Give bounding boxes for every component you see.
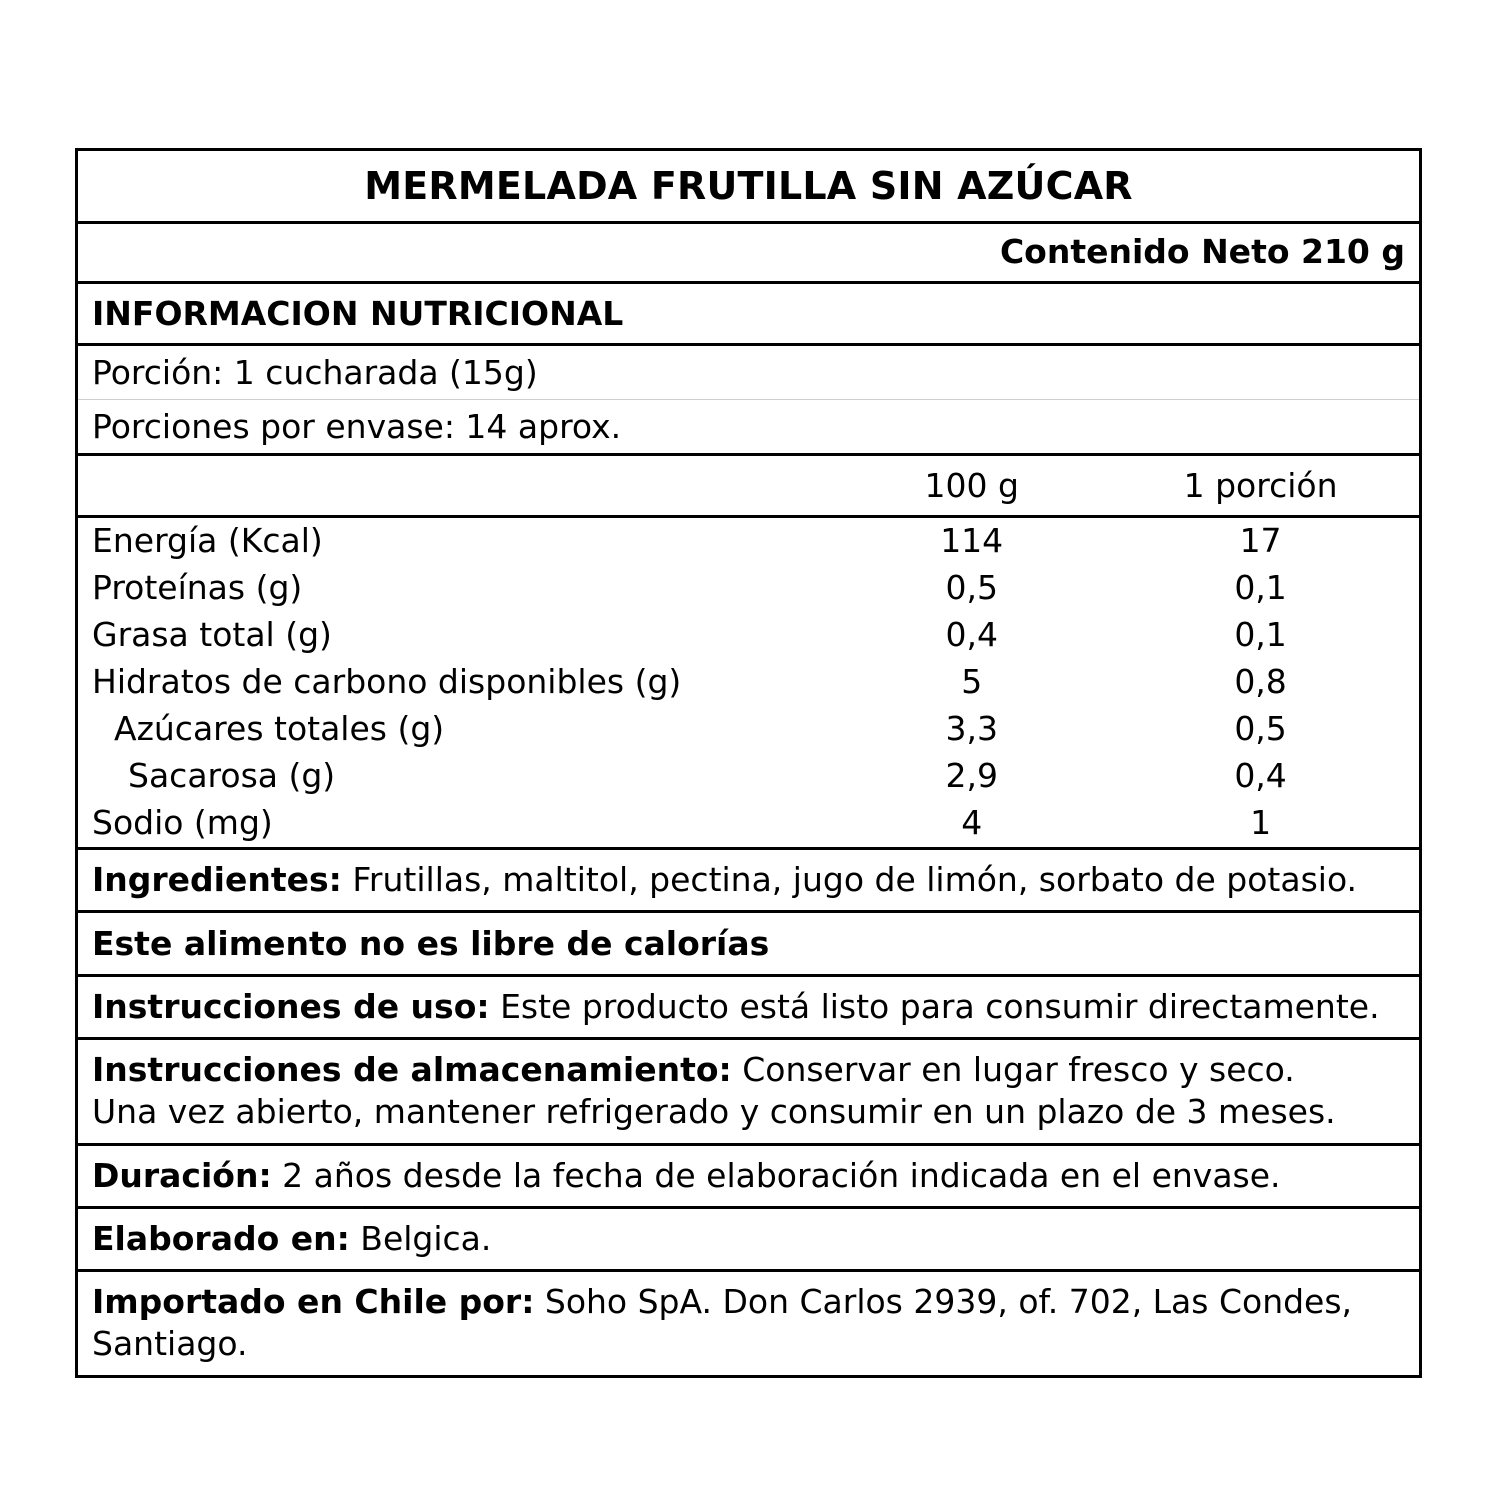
nutrient-per-100g: 5 bbox=[961, 661, 983, 701]
table-row bbox=[92, 518, 1405, 565]
nutrient-per-portion: 0,1 bbox=[1234, 567, 1287, 607]
nutrient-per-portion: 0,5 bbox=[1234, 708, 1287, 748]
nutrition-header-table bbox=[92, 456, 1405, 515]
use-instructions-label: Instrucciones de uso: bbox=[92, 986, 490, 1026]
table-row bbox=[92, 706, 1405, 753]
nutrient-name: Proteínas (g) bbox=[92, 567, 303, 607]
made-in-label: Elaborado en: bbox=[92, 1218, 350, 1258]
nutrient-per-100g: 3,3 bbox=[945, 708, 998, 748]
nutrient-per-portion: 17 bbox=[1239, 521, 1282, 560]
table-row bbox=[92, 612, 1405, 659]
nutrient-name: Hidratos de carbono disponibles (g) bbox=[92, 661, 682, 701]
made-in-text: Belgica. bbox=[349, 1218, 492, 1258]
nutrition-values-table bbox=[92, 518, 1405, 847]
duration-label: Duración: bbox=[92, 1155, 272, 1195]
nutrient-per-portion: 1 bbox=[1250, 802, 1272, 842]
header-per-portion: 1 porción bbox=[1183, 466, 1338, 505]
nutrient-per-portion: 0,1 bbox=[1234, 614, 1287, 654]
importer-row bbox=[78, 1272, 1419, 1374]
nutrient-name: Energía (Kcal) bbox=[92, 521, 323, 560]
ingredients-text: Frutillas, maltitol, pectina, jugo de limón, sorbato de potasio. bbox=[341, 859, 1358, 899]
importer-text: Soho SpA. Don Carlos 2939, of. 702, Las Condes, Santiago. bbox=[92, 1282, 1353, 1364]
ingredients-row bbox=[78, 850, 1419, 913]
nutrient-per-100g: 2,9 bbox=[945, 755, 998, 795]
importer-label: Importado en Chile por: bbox=[92, 1282, 535, 1322]
duration-row bbox=[78, 1146, 1419, 1209]
nutrient-name: Azúcares totales (g) bbox=[114, 708, 445, 748]
nutrient-name: Sacarosa (g) bbox=[128, 755, 336, 795]
use-instructions-text: Este producto está listo para consumir directamente. bbox=[489, 986, 1380, 1026]
storage-instructions-line2: Una vez abierto, mantener refrigerado y consumir en un plazo de 3 meses. bbox=[92, 1092, 1336, 1132]
nutrient-per-portion: 0,8 bbox=[1234, 661, 1287, 701]
nutrient-per-100g: 4 bbox=[961, 802, 983, 842]
nutrition-section-heading: INFORMACION NUTRICIONAL bbox=[78, 284, 1419, 346]
storage-instructions-text: Conservar en lugar fresco y seco. bbox=[731, 1050, 1295, 1090]
made-in-row bbox=[78, 1209, 1419, 1272]
table-row bbox=[92, 753, 1405, 800]
header-nutrient bbox=[92, 456, 827, 515]
header-per-100g: 100 g bbox=[924, 466, 1019, 505]
use-instructions-row bbox=[78, 977, 1419, 1040]
servings-per-container: Porciones por envase: 14 aprox. bbox=[78, 400, 1419, 456]
nutrient-name: Sodio (mg) bbox=[92, 802, 273, 842]
ingredients-label: Ingredientes: bbox=[92, 859, 342, 899]
net-content: Contenido Neto 210 g bbox=[78, 224, 1419, 284]
nutrient-name: Grasa total (g) bbox=[92, 614, 332, 654]
storage-instructions-label: Instrucciones de almacenamiento: bbox=[92, 1050, 732, 1090]
calories-notice: Este alimento no es libre de calorías bbox=[78, 913, 1419, 977]
table-header-row bbox=[92, 456, 1405, 515]
storage-instructions-row bbox=[78, 1040, 1419, 1145]
table-row bbox=[92, 800, 1405, 847]
nutrient-per-100g: 0,4 bbox=[945, 614, 998, 654]
nutrition-table-header bbox=[78, 456, 1419, 518]
serving-size: Porción: 1 cucharada (15g) bbox=[78, 346, 1419, 400]
table-row bbox=[92, 565, 1405, 612]
nutrient-per-portion: 0,4 bbox=[1234, 755, 1287, 795]
nutrient-per-100g: 0,5 bbox=[945, 567, 998, 607]
nutrient-per-100g: 114 bbox=[940, 521, 1004, 560]
nutrition-table-body bbox=[78, 518, 1419, 850]
duration-text: 2 años desde la fecha de elaboración indicada en el envase. bbox=[271, 1155, 1281, 1195]
nutrition-label-panel bbox=[75, 148, 1422, 1378]
table-row bbox=[92, 659, 1405, 706]
product-title: MERMELADA FRUTILLA SIN AZÚCAR bbox=[78, 151, 1419, 224]
